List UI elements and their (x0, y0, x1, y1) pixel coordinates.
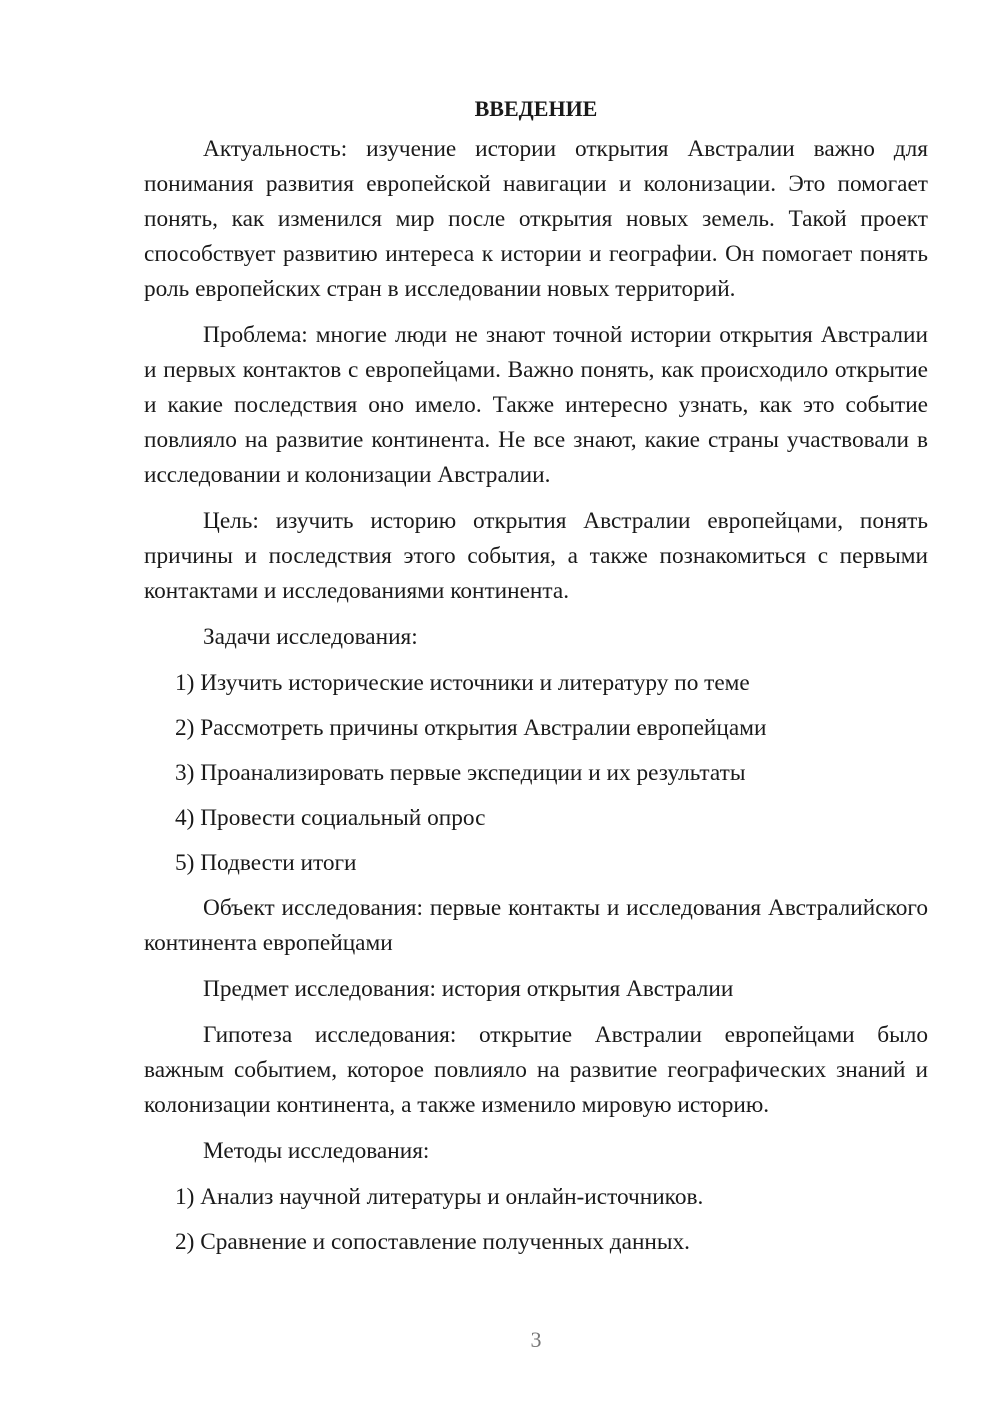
problem-paragraph: Проблема: многие люди не знают точной истории открытия Австралии и первых контактов с европейцами. Важно понять, как происходило открытие и какие последствия оно имело. Также интересно узнать, как это событие повлияло на развитие континента. Не все знают, какие страны участвовали в исследовании и колонизации Австралии. (144, 322, 928, 488)
list-item: 4) Провести социальный опрос (175, 805, 486, 831)
page-number: 3 (530, 1327, 542, 1352)
methods-list (144, 1180, 928, 1260)
list-item: 1) Анализ научной литературы и онлайн-источников. (175, 1184, 704, 1210)
hypothesis-paragraph: Гипотеза исследования: открытие Австралии европейцами было важным событием, которое повлияло на развитие географических знаний и колонизации континента, а также изменило мировую историю. (144, 1022, 928, 1118)
tasks-list (144, 666, 928, 881)
list-item: 2) Сравнение и сопоставление полученных данных. (175, 1229, 690, 1255)
section-heading: ВВЕДЕНИЕ (474, 96, 598, 121)
subject-paragraph: Предмет исследования: история открытия Австралии (203, 976, 734, 1002)
list-item: 2) Рассмотреть причины открытия Австралии европейцами (175, 715, 767, 741)
goal-paragraph: Цель: изучить историю открытия Австралии европейцами, понять причины и последствия этого события, а также познакомиться с первыми контактами и исследованиями континента. (144, 508, 928, 604)
relevance-paragraph: Актуальность: изучение истории открытия Австралии важно для понимания развития европейской навигации и колонизации. Это помогает понять, как изменился мир после открытия новых земель. Такой проект способствует развитию интереса к истории и географии. Он помогает понять роль европейских стран в исследовании новых территорий. (144, 136, 928, 302)
tasks-intro: Задачи исследования: (203, 624, 418, 650)
page-content (144, 92, 928, 1270)
list-item: 3) Проанализировать первые экспедиции и их результаты (175, 760, 746, 786)
methods-intro: Методы исследования: (203, 1138, 430, 1164)
list-item: 1) Изучить исторические источники и литературу по теме (175, 670, 750, 696)
list-item: 5) Подвести итоги (175, 850, 357, 876)
object-paragraph: Объект исследования: первые контакты и исследования Австралийского континента европейцами (144, 895, 928, 956)
